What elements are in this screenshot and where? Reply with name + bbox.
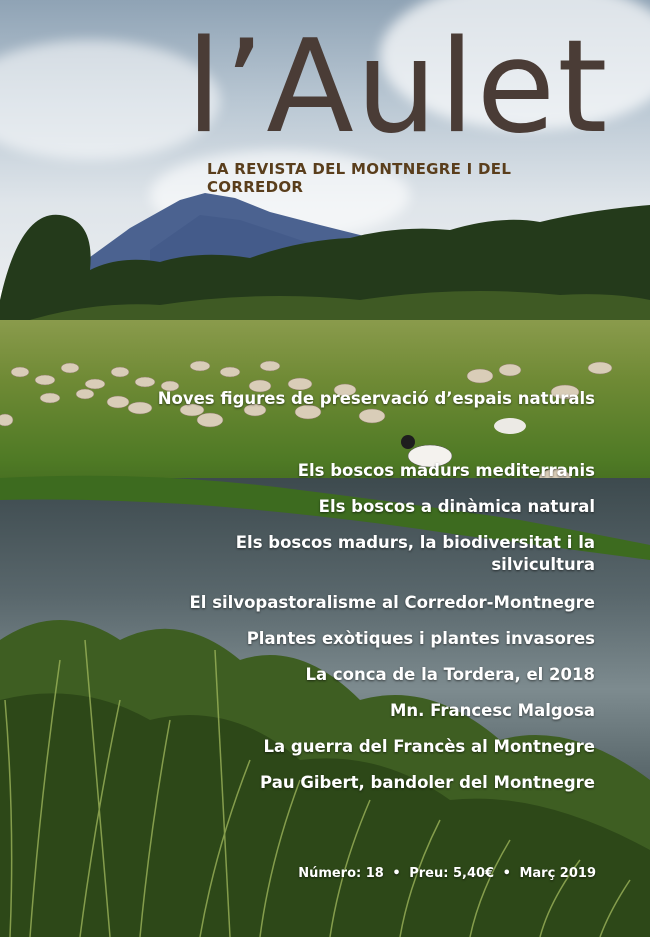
headline: Noves figures de preservació d’espais naturals: [157, 389, 595, 408]
headline: El silvopastoralisme al Corredor-Montnegre: [189, 593, 595, 612]
headline: Els boscos madurs mediterranis: [297, 461, 595, 480]
headline: La conca de la Tordera, el 2018: [305, 665, 595, 684]
issue-number: Número: 18: [298, 866, 384, 881]
magazine-title: l’Aulet: [186, 13, 610, 162]
issue-info: [298, 866, 596, 881]
headline: Mn. Francesc Malgosa: [389, 701, 595, 720]
magazine-subtitle: LA REVISTA DEL MONTNEGRE I DEL CORREDOR: [207, 160, 512, 196]
separator-dot: •: [392, 866, 401, 881]
headline: Els boscos a dinàmica natural: [318, 497, 595, 516]
separator-dot: •: [502, 866, 511, 881]
issue-date: Març 2019: [519, 866, 596, 881]
headline: Plantes exòtiques i plantes invasores: [246, 629, 595, 648]
issue-price: Preu: 5,40€: [409, 866, 495, 881]
headline: La guerra del Francès al Montnegre: [263, 737, 595, 756]
headline: Els boscos madurs, la biodiversitat i la silvicultura: [235, 533, 595, 574]
headline: Pau Gibert, bandoler del Montnegre: [260, 773, 595, 792]
